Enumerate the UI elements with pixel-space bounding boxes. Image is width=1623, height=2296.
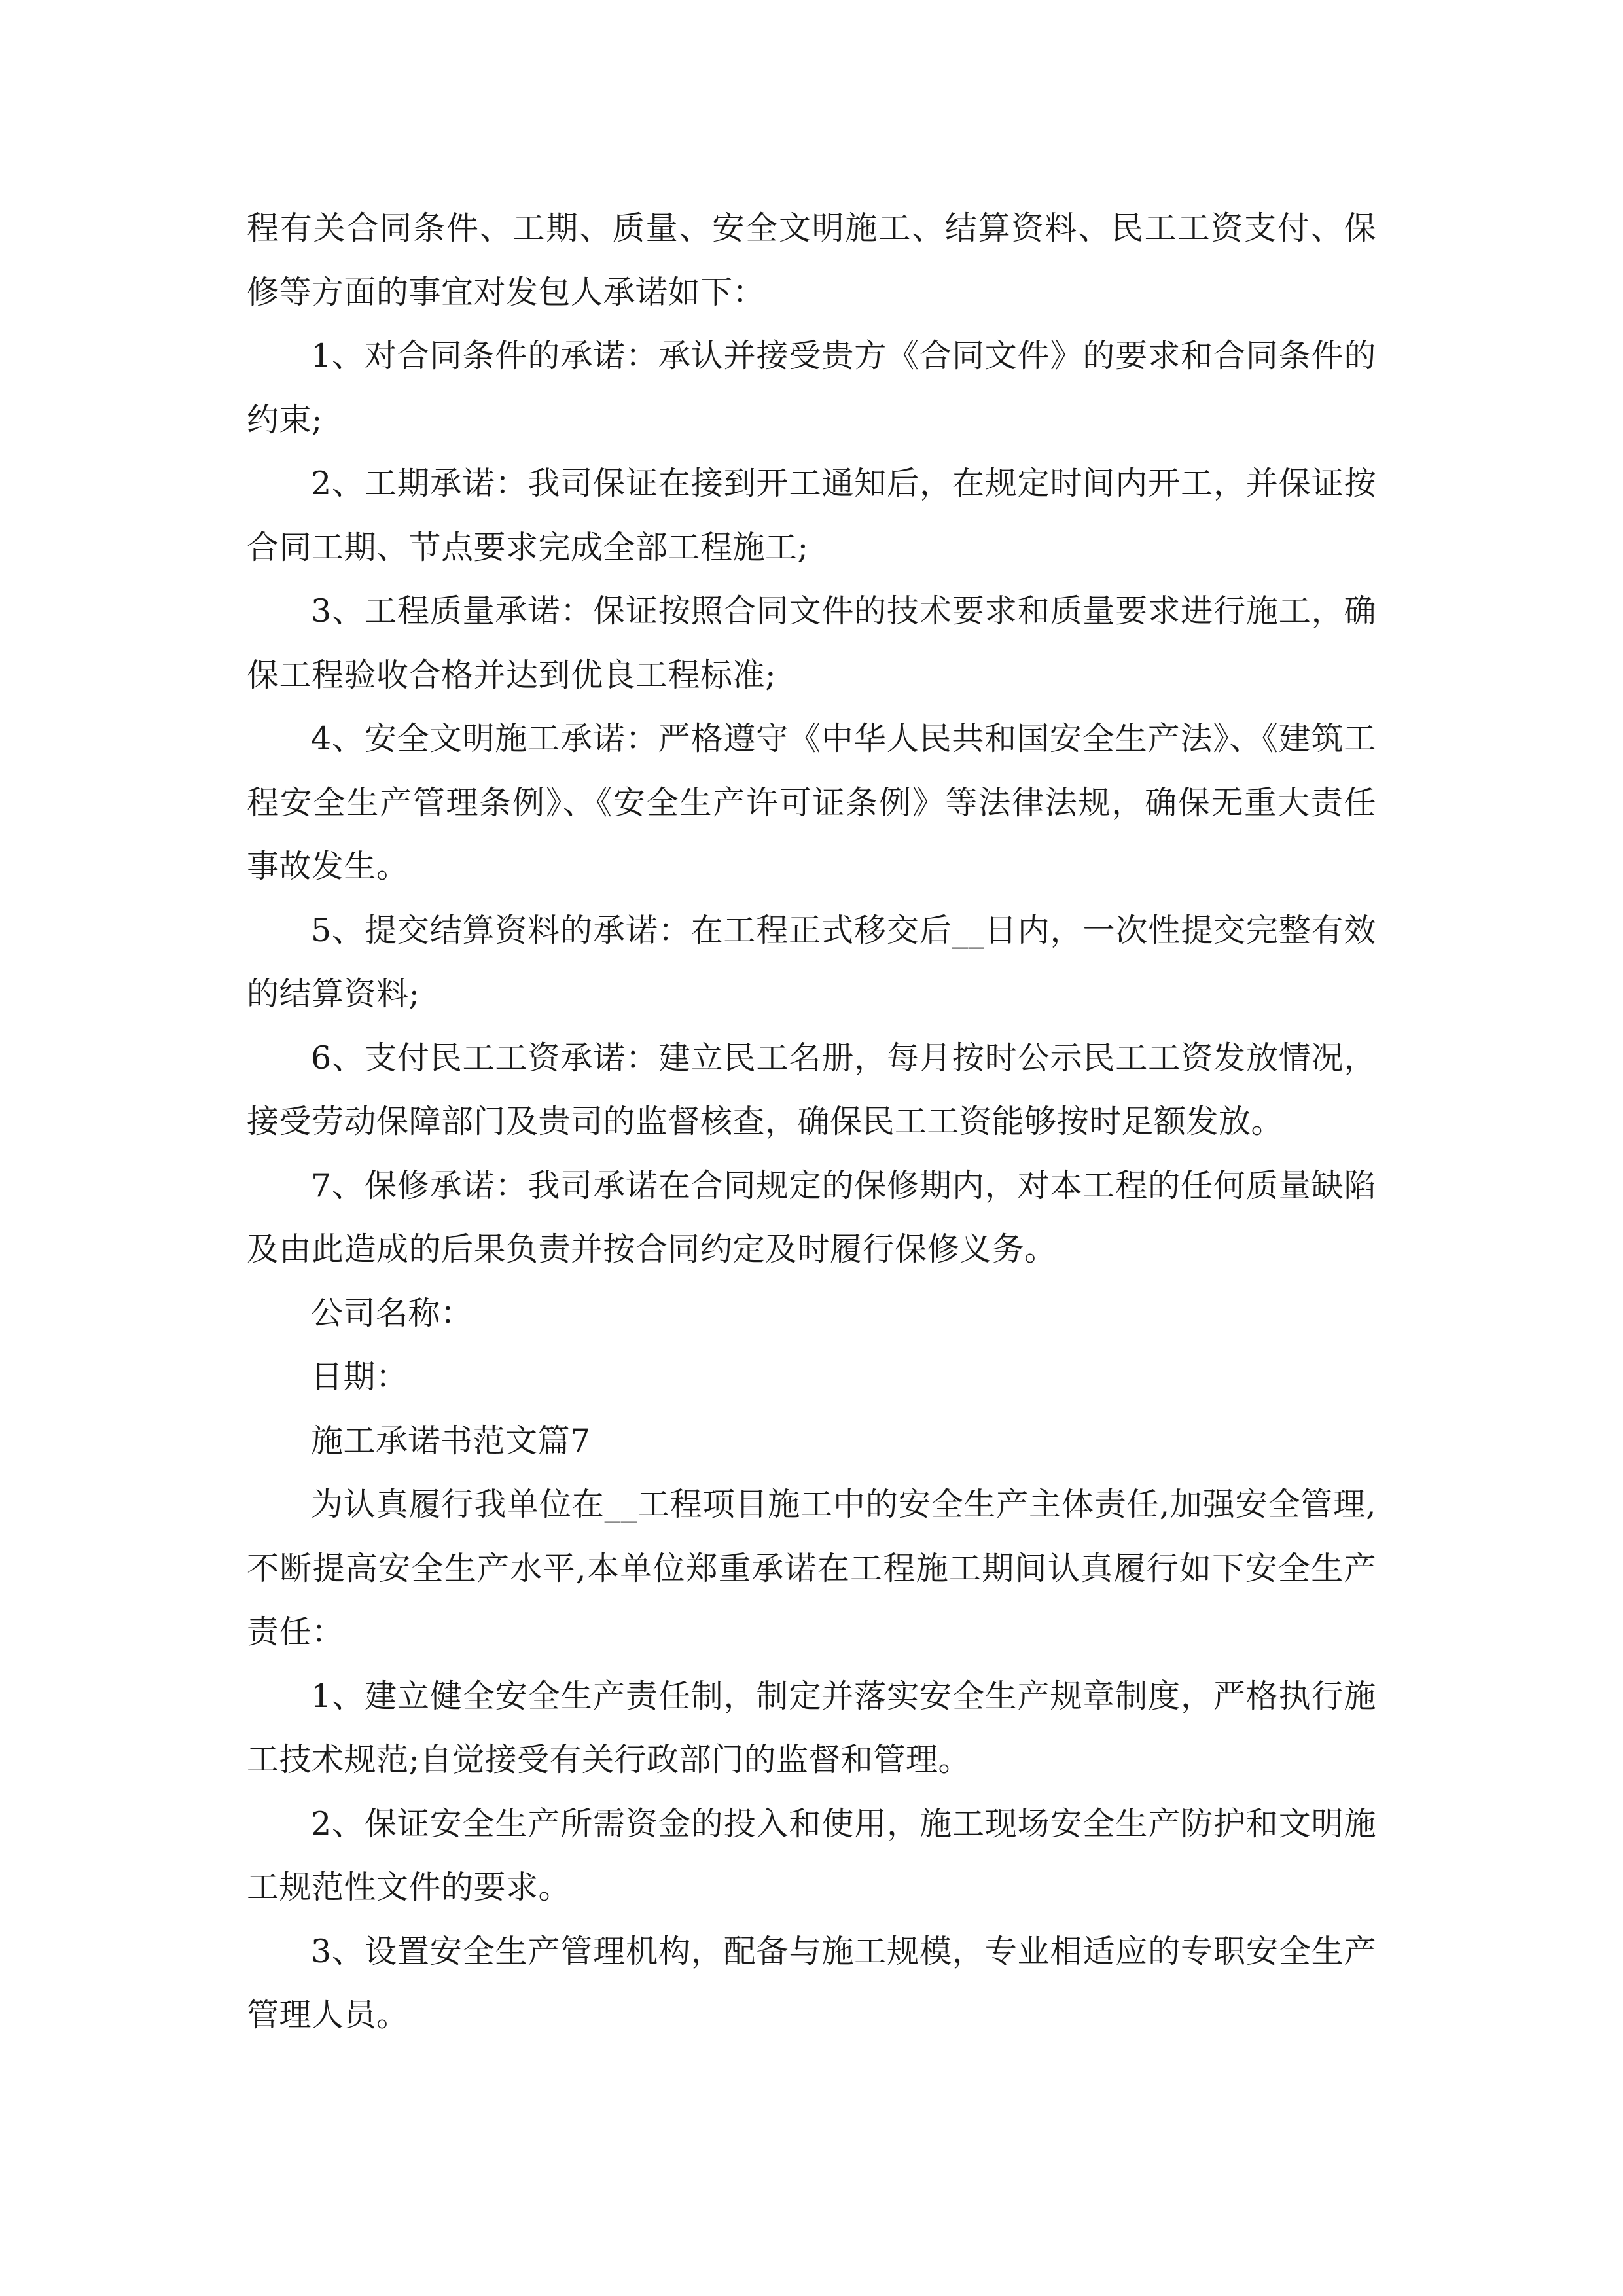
paragraph-commitment-4: 4、安全文明施工承诺：严格遵守《中华人民共和国安全生产法》、《建筑工程安全生产管理条例》、《安全生产许可证条例》等法律法规，确保无重大责任事故发生。 <box>247 720 1376 885</box>
company-name-field: 公司名称： <box>311 1294 473 1332</box>
paragraph-commitment-3: 3、工程质量承诺：保证按照合同文件的技术要求和质量要求进行施工，确保工程验收合格并达到优良工程标准; <box>247 592 1376 694</box>
paragraph-intro-continuation: 程有关合同条件、工期、质量、安全文明施工、结算资料、民工工资支付、保修等方面的事宜对发包人承诺如下： <box>247 209 1376 311</box>
section-title: 施工承诺书范文篇7 <box>311 1422 591 1460</box>
paragraph-commitment-1: 1、对合同条件的承诺：承认并接受贵方《合同文件》的要求和合同条件的约束; <box>247 337 1376 439</box>
paragraph-commitment-2: 2、工期承诺：我司保证在接到开工通知后，在规定时间内开工，并保证按合同工期、节点要求完成全部工程施工; <box>247 465 1376 566</box>
paragraph-safety-1: 1、建立健全安全生产责任制，制定并落实安全生产规章制度，严格执行施工技术规范;自觉接受有关行政部门的监督和管理。 <box>247 1677 1376 1778</box>
paragraph-commitment-7: 7、保修承诺：我司承诺在合同规定的保修期内，对本工程的任何质量缺陷及由此造成的后果负责并按合同约定及时履行保修义务。 <box>247 1166 1376 1268</box>
date-field: 日期： <box>311 1358 408 1395</box>
paragraph-commitment-6: 6、支付民工工资承诺：建立民工名册，每月按时公示民工工资发放情况，接受劳动保障部门及贵司的监督核查，确保民工工资能够按时足额发放。 <box>247 1039 1376 1140</box>
paragraph-safety-3: 3、设置安全生产管理机构，配备与施工规模，专业相适应的专职安全生产管理人员。 <box>247 1932 1376 2034</box>
paragraph-safety-2: 2、保证安全生产所需资金的投入和使用，施工现场安全生产防护和文明施工规范性文件的要求。 <box>247 1804 1376 1906</box>
paragraph-commitment-5: 5、提交结算资料的承诺：在工程正式移交后__日内，一次性提交完整有效的结算资料; <box>247 911 1376 1013</box>
document-body <box>247 196 1376 2047</box>
paragraph-safety-intro: 为认真履行我单位在__工程项目施工中的安全生产主体责任,加强安全管理,不断提高安全生产水平,本单位郑重承诺在工程施工期间认真履行如下安全生产责任： <box>247 1486 1376 1651</box>
